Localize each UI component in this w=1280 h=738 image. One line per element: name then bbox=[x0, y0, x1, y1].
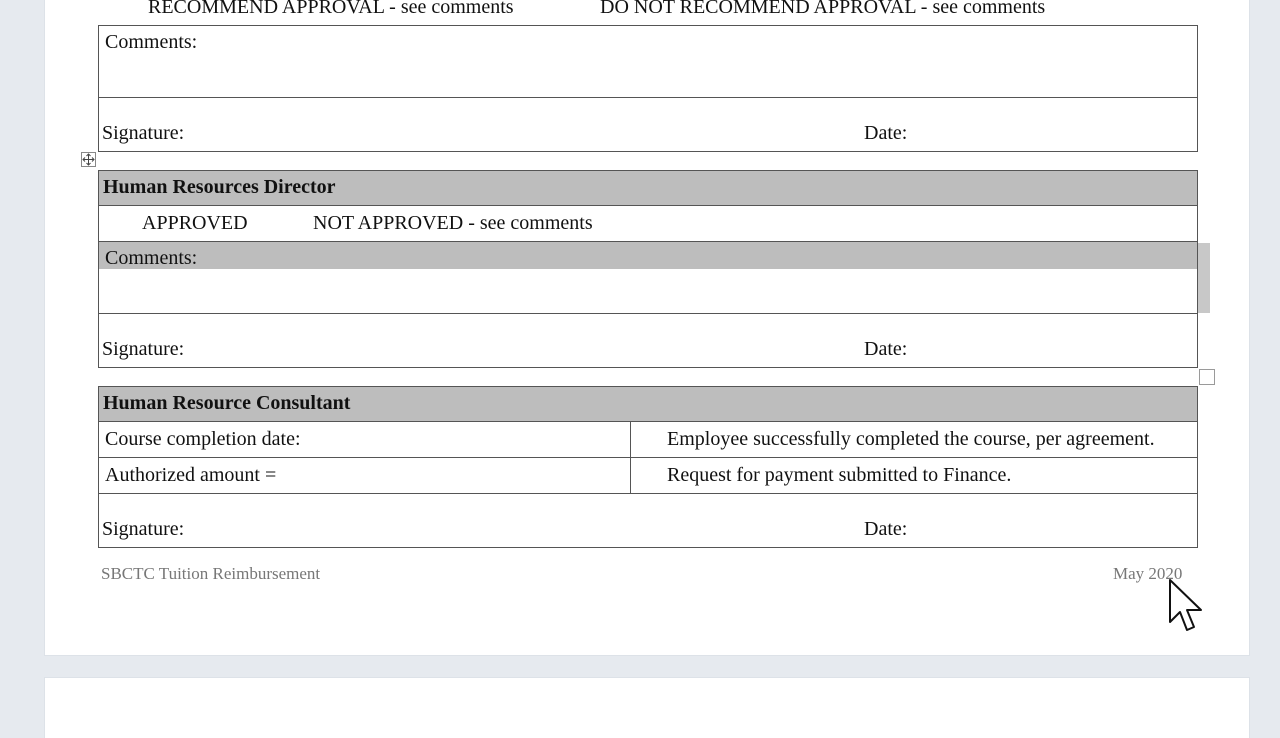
mouse-pointer-icon bbox=[1168, 578, 1204, 639]
next-document-page bbox=[45, 678, 1249, 738]
hr-consultant-title: Human Resource Consultant bbox=[103, 392, 351, 414]
previous-comments-box[interactable] bbox=[98, 25, 1198, 98]
hr-director-date-label: Date: bbox=[864, 338, 908, 360]
resize-square-icon[interactable] bbox=[1199, 369, 1215, 385]
move-arrows-icon[interactable] bbox=[81, 152, 96, 167]
table-border bbox=[98, 98, 99, 152]
hr-director-signature-label: Signature: bbox=[102, 338, 185, 360]
table-border bbox=[98, 493, 1198, 494]
recommend-approval-option[interactable]: RECOMMEND APPROVAL - see comments bbox=[148, 0, 514, 18]
payment-request-option[interactable]: Request for payment submitted to Finance. bbox=[667, 464, 1012, 486]
course-completion-label: Course completion date: bbox=[105, 428, 301, 450]
table-border bbox=[98, 422, 99, 548]
table-border bbox=[98, 313, 1198, 314]
table-border bbox=[98, 151, 1198, 152]
table-border bbox=[1197, 98, 1198, 152]
do-not-recommend-approval-option[interactable]: DO NOT RECOMMEND APPROVAL - see comments bbox=[600, 0, 1046, 18]
hr-director-comments-field[interactable] bbox=[99, 269, 1197, 313]
table-border bbox=[98, 367, 1198, 368]
document-page bbox=[45, 0, 1249, 655]
approved-option[interactable]: APPROVED bbox=[142, 212, 248, 234]
hr-consultant-signature-label: Signature: bbox=[102, 518, 185, 540]
hr-director-title: Human Resources Director bbox=[103, 176, 336, 198]
footer-left-text: SBCTC Tuition Reimbursement bbox=[101, 564, 321, 583]
hr-director-comments-label: Comments: bbox=[105, 247, 198, 269]
comments-selection-highlight bbox=[99, 242, 1197, 269]
scrollbar-thumb[interactable] bbox=[1198, 243, 1210, 313]
previous-signature-label: Signature: bbox=[102, 122, 185, 144]
authorized-amount-label: Authorized amount = bbox=[105, 464, 277, 486]
previous-comments-label: Comments: bbox=[105, 31, 198, 53]
hr-consultant-date-label: Date: bbox=[864, 518, 908, 540]
table-border bbox=[98, 547, 1198, 548]
previous-date-label: Date: bbox=[864, 122, 908, 144]
footer-right-text: May 2020 bbox=[1113, 564, 1183, 583]
employee-completed-option[interactable]: Employee successfully completed the course, per agreement. bbox=[667, 428, 1155, 450]
table-border bbox=[630, 422, 631, 494]
not-approved-option[interactable]: NOT APPROVED - see comments bbox=[313, 212, 593, 234]
table-border bbox=[1197, 422, 1198, 548]
table-border bbox=[98, 457, 1198, 458]
